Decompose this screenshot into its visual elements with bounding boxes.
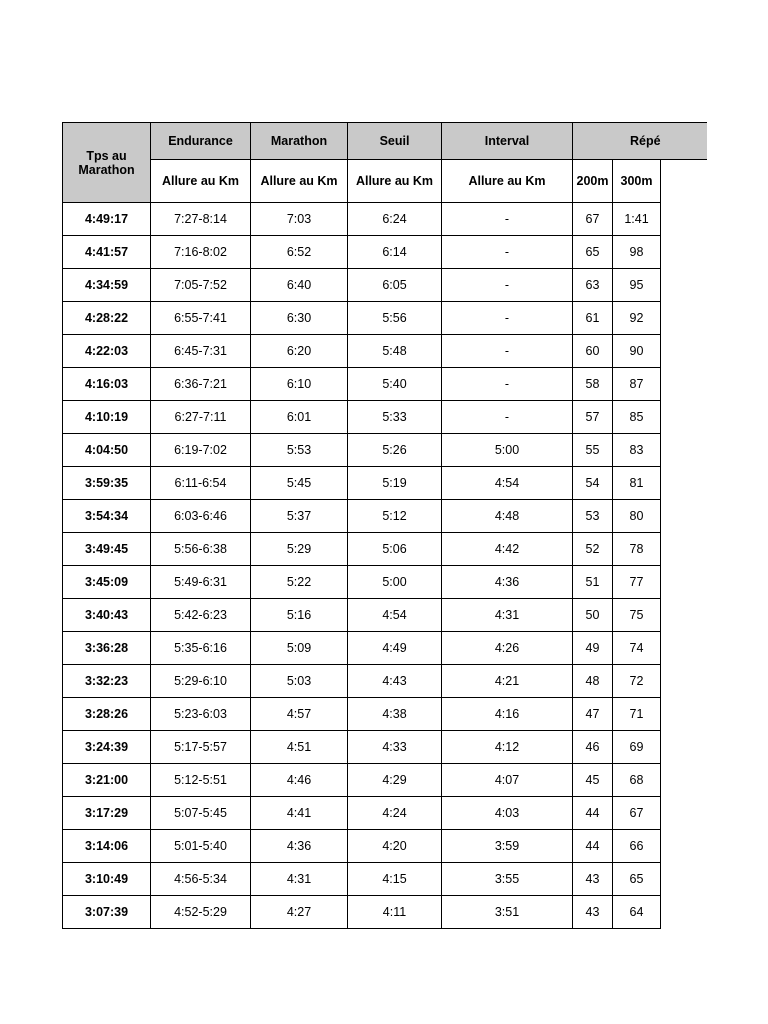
rep-300m-cell: 92 — [613, 302, 661, 335]
marathon-pace-cell: 6:20 — [251, 335, 348, 368]
table-row — [63, 665, 707, 698]
marathon-time-cell: 4:04:50 — [63, 434, 151, 467]
marathon-pace-cell: 5:29 — [251, 533, 348, 566]
seuil-pace-cell: 4:29 — [348, 764, 442, 797]
empty-cell — [661, 599, 707, 632]
marathon-pace-cell: 4:36 — [251, 830, 348, 863]
marathon-time-cell: 3:17:29 — [63, 797, 151, 830]
marathon-pace-cell: 6:01 — [251, 401, 348, 434]
marathon-pace-cell: 5:53 — [251, 434, 348, 467]
rep-300m-cell: 95 — [613, 269, 661, 302]
marathon-time-cell: 4:41:57 — [63, 236, 151, 269]
table-row — [63, 335, 707, 368]
interval-pace-cell: 5:00 — [442, 434, 573, 467]
subheader-seuil-pace: Allure au Km — [348, 160, 442, 203]
interval-pace-cell: 4:48 — [442, 500, 573, 533]
empty-cell — [661, 533, 707, 566]
rep-200m-cell: 67 — [573, 203, 613, 236]
endurance-pace-cell: 6:55-7:41 — [151, 302, 251, 335]
endurance-pace-cell: 5:12-5:51 — [151, 764, 251, 797]
endurance-pace-cell: 7:16-8:02 — [151, 236, 251, 269]
rep-200m-cell: 44 — [573, 830, 613, 863]
empty-cell — [661, 830, 707, 863]
interval-pace-cell: 3:51 — [442, 896, 573, 929]
table-row — [63, 599, 707, 632]
endurance-pace-cell: 6:36-7:21 — [151, 368, 251, 401]
marathon-pace-cell: 4:27 — [251, 896, 348, 929]
pace-table-body — [63, 203, 707, 929]
marathon-pace-cell: 6:52 — [251, 236, 348, 269]
interval-pace-cell: 4:26 — [442, 632, 573, 665]
rep-200m-cell: 57 — [573, 401, 613, 434]
interval-pace-cell: 3:55 — [442, 863, 573, 896]
endurance-pace-cell: 6:27-7:11 — [151, 401, 251, 434]
endurance-pace-cell: 7:27-8:14 — [151, 203, 251, 236]
endurance-pace-cell: 5:56-6:38 — [151, 533, 251, 566]
rep-300m-cell: 71 — [613, 698, 661, 731]
marathon-pace-cell: 5:45 — [251, 467, 348, 500]
endurance-pace-cell: 5:07-5:45 — [151, 797, 251, 830]
marathon-pace-cell: 5:16 — [251, 599, 348, 632]
marathon-time-cell: 4:10:19 — [63, 401, 151, 434]
endurance-pace-cell: 4:52-5:29 — [151, 896, 251, 929]
rep-200m-cell: 55 — [573, 434, 613, 467]
seuil-pace-cell: 4:38 — [348, 698, 442, 731]
rep-200m-cell: 43 — [573, 896, 613, 929]
endurance-pace-cell: 6:11-6:54 — [151, 467, 251, 500]
table-row — [63, 368, 707, 401]
rep-300m-cell: 69 — [613, 731, 661, 764]
seuil-pace-cell: 4:54 — [348, 599, 442, 632]
seuil-pace-cell: 5:26 — [348, 434, 442, 467]
seuil-pace-cell: 4:20 — [348, 830, 442, 863]
table-row — [63, 896, 707, 929]
seuil-pace-cell: 4:43 — [348, 665, 442, 698]
interval-pace-cell: 4:21 — [442, 665, 573, 698]
rep-200m-cell: 49 — [573, 632, 613, 665]
rep-200m-cell: 52 — [573, 533, 613, 566]
seuil-pace-cell: 5:40 — [348, 368, 442, 401]
endurance-pace-cell: 5:01-5:40 — [151, 830, 251, 863]
rep-300m-cell: 87 — [613, 368, 661, 401]
endurance-pace-cell: 6:45-7:31 — [151, 335, 251, 368]
empty-cell — [661, 566, 707, 599]
interval-pace-cell: - — [442, 236, 573, 269]
seuil-pace-cell: 5:33 — [348, 401, 442, 434]
table-row — [63, 500, 707, 533]
endurance-pace-cell: 5:49-6:31 — [151, 566, 251, 599]
rep-200m-cell: 58 — [573, 368, 613, 401]
marathon-time-cell: 3:10:49 — [63, 863, 151, 896]
rep-300m-cell: 78 — [613, 533, 661, 566]
marathon-pace-cell: 4:31 — [251, 863, 348, 896]
empty-cell — [661, 797, 707, 830]
table-row — [63, 566, 707, 599]
rep-200m-cell: 43 — [573, 863, 613, 896]
seuil-pace-cell: 6:05 — [348, 269, 442, 302]
rep-200m-cell: 61 — [573, 302, 613, 335]
marathon-pace-cell: 5:03 — [251, 665, 348, 698]
seuil-pace-cell: 5:48 — [348, 335, 442, 368]
rep-300m-cell: 98 — [613, 236, 661, 269]
endurance-pace-cell: 6:03-6:46 — [151, 500, 251, 533]
marathon-time-cell: 4:49:17 — [63, 203, 151, 236]
rep-300m-cell: 67 — [613, 797, 661, 830]
seuil-pace-cell: 6:24 — [348, 203, 442, 236]
marathon-pace-cell: 6:10 — [251, 368, 348, 401]
seuil-pace-cell: 4:49 — [348, 632, 442, 665]
marathon-pace-cell: 4:51 — [251, 731, 348, 764]
subheader-marathon-pace: Allure au Km — [251, 160, 348, 203]
table-row — [63, 698, 707, 731]
rep-300m-cell: 80 — [613, 500, 661, 533]
marathon-pace-cell: 5:37 — [251, 500, 348, 533]
marathon-time-cell: 3:49:45 — [63, 533, 151, 566]
rep-300m-cell: 66 — [613, 830, 661, 863]
interval-pace-cell: 4:54 — [442, 467, 573, 500]
rep-300m-cell: 74 — [613, 632, 661, 665]
marathon-pace-cell: 4:46 — [251, 764, 348, 797]
interval-pace-cell: 4:12 — [442, 731, 573, 764]
table-row — [63, 401, 707, 434]
rep-200m-cell: 45 — [573, 764, 613, 797]
marathon-time-cell: 4:34:59 — [63, 269, 151, 302]
marathon-time-cell: 3:07:39 — [63, 896, 151, 929]
rep-300m-cell: 64 — [613, 896, 661, 929]
empty-cell — [661, 335, 707, 368]
header-repetition: Répé — [573, 123, 707, 160]
rep-200m-cell: 60 — [573, 335, 613, 368]
endurance-pace-cell: 5:29-6:10 — [151, 665, 251, 698]
header-endurance: Endurance — [151, 123, 251, 160]
interval-pace-cell: 4:07 — [442, 764, 573, 797]
pace-table — [62, 122, 707, 929]
interval-pace-cell: - — [442, 401, 573, 434]
table-row — [63, 467, 707, 500]
empty-cell — [661, 731, 707, 764]
table-row — [63, 863, 707, 896]
rep-200m-cell: 48 — [573, 665, 613, 698]
table-row — [63, 830, 707, 863]
seuil-pace-cell: 4:15 — [348, 863, 442, 896]
rep-300m-cell: 1:41 — [613, 203, 661, 236]
empty-cell — [661, 160, 707, 203]
interval-pace-cell: 4:16 — [442, 698, 573, 731]
header-seuil: Seuil — [348, 123, 442, 160]
interval-pace-cell: - — [442, 335, 573, 368]
endurance-pace-cell: 6:19-7:02 — [151, 434, 251, 467]
subheader-interval-pace: Allure au Km — [442, 160, 573, 203]
marathon-pace-cell: 5:22 — [251, 566, 348, 599]
empty-cell — [661, 203, 707, 236]
header-marathon: Marathon — [251, 123, 348, 160]
empty-cell — [661, 896, 707, 929]
empty-cell — [661, 698, 707, 731]
endurance-pace-cell: 4:56-5:34 — [151, 863, 251, 896]
rep-200m-cell: 53 — [573, 500, 613, 533]
table-row — [63, 203, 707, 236]
subheader-200m: 200m — [573, 160, 613, 203]
marathon-pace-cell: 6:40 — [251, 269, 348, 302]
marathon-pace-cell: 5:09 — [251, 632, 348, 665]
empty-cell — [661, 434, 707, 467]
seuil-pace-cell: 5:56 — [348, 302, 442, 335]
rep-200m-cell: 47 — [573, 698, 613, 731]
interval-pace-cell: 4:36 — [442, 566, 573, 599]
endurance-pace-cell: 5:35-6:16 — [151, 632, 251, 665]
marathon-time-cell: 3:54:34 — [63, 500, 151, 533]
marathon-pace-cell: 7:03 — [251, 203, 348, 236]
pace-table-sheet — [62, 122, 768, 952]
endurance-pace-cell: 5:23-6:03 — [151, 698, 251, 731]
empty-cell — [661, 302, 707, 335]
interval-pace-cell: 3:59 — [442, 830, 573, 863]
empty-cell — [661, 467, 707, 500]
rep-300m-cell: 83 — [613, 434, 661, 467]
interval-pace-cell: - — [442, 302, 573, 335]
table-row — [63, 797, 707, 830]
marathon-time-cell: 3:36:28 — [63, 632, 151, 665]
marathon-time-cell: 3:45:09 — [63, 566, 151, 599]
marathon-time-cell: 3:40:43 — [63, 599, 151, 632]
table-row — [63, 236, 707, 269]
interval-pace-cell: - — [442, 368, 573, 401]
rep-200m-cell: 51 — [573, 566, 613, 599]
rep-300m-cell: 81 — [613, 467, 661, 500]
marathon-pace-cell: 4:57 — [251, 698, 348, 731]
empty-cell — [661, 764, 707, 797]
table-row — [63, 764, 707, 797]
empty-cell — [661, 863, 707, 896]
rep-200m-cell: 50 — [573, 599, 613, 632]
endurance-pace-cell: 5:17-5:57 — [151, 731, 251, 764]
empty-cell — [661, 632, 707, 665]
marathon-time-cell: 4:28:22 — [63, 302, 151, 335]
rep-200m-cell: 63 — [573, 269, 613, 302]
rep-300m-cell: 65 — [613, 863, 661, 896]
marathon-pace-cell: 6:30 — [251, 302, 348, 335]
rep-200m-cell: 44 — [573, 797, 613, 830]
seuil-pace-cell: 5:06 — [348, 533, 442, 566]
rep-300m-cell: 77 — [613, 566, 661, 599]
rep-300m-cell: 72 — [613, 665, 661, 698]
seuil-pace-cell: 4:33 — [348, 731, 442, 764]
seuil-pace-cell: 5:19 — [348, 467, 442, 500]
subheader-endurance-pace: Allure au Km — [151, 160, 251, 203]
rep-200m-cell: 65 — [573, 236, 613, 269]
marathon-time-cell: 3:21:00 — [63, 764, 151, 797]
table-row — [63, 731, 707, 764]
table-row — [63, 533, 707, 566]
endurance-pace-cell: 7:05-7:52 — [151, 269, 251, 302]
marathon-time-cell: 3:32:23 — [63, 665, 151, 698]
seuil-pace-cell: 4:24 — [348, 797, 442, 830]
table-row — [63, 434, 707, 467]
marathon-time-cell: 4:22:03 — [63, 335, 151, 368]
rep-200m-cell: 54 — [573, 467, 613, 500]
rep-300m-cell: 75 — [613, 599, 661, 632]
seuil-pace-cell: 4:11 — [348, 896, 442, 929]
marathon-time-cell: 4:16:03 — [63, 368, 151, 401]
endurance-pace-cell: 5:42-6:23 — [151, 599, 251, 632]
marathon-time-cell: 3:59:35 — [63, 467, 151, 500]
seuil-pace-cell: 5:12 — [348, 500, 442, 533]
empty-cell — [661, 236, 707, 269]
marathon-time-cell: 3:28:26 — [63, 698, 151, 731]
rep-200m-cell: 46 — [573, 731, 613, 764]
empty-cell — [661, 401, 707, 434]
empty-cell — [661, 269, 707, 302]
rep-300m-cell: 90 — [613, 335, 661, 368]
interval-pace-cell: - — [442, 203, 573, 236]
seuil-pace-cell: 5:00 — [348, 566, 442, 599]
marathon-pace-cell: 4:41 — [251, 797, 348, 830]
header-marathon-time: Tps au Marathon — [63, 123, 151, 203]
interval-pace-cell: 4:42 — [442, 533, 573, 566]
seuil-pace-cell: 6:14 — [348, 236, 442, 269]
rep-300m-cell: 68 — [613, 764, 661, 797]
interval-pace-cell: 4:31 — [442, 599, 573, 632]
empty-cell — [661, 368, 707, 401]
table-row — [63, 269, 707, 302]
empty-cell — [661, 500, 707, 533]
interval-pace-cell: 4:03 — [442, 797, 573, 830]
marathon-time-cell: 3:14:06 — [63, 830, 151, 863]
marathon-time-cell: 3:24:39 — [63, 731, 151, 764]
rep-300m-cell: 85 — [613, 401, 661, 434]
interval-pace-cell: - — [442, 269, 573, 302]
header-interval: Interval — [442, 123, 573, 160]
table-row — [63, 632, 707, 665]
table-row — [63, 302, 707, 335]
empty-cell — [661, 665, 707, 698]
subheader-300m: 300m — [613, 160, 661, 203]
